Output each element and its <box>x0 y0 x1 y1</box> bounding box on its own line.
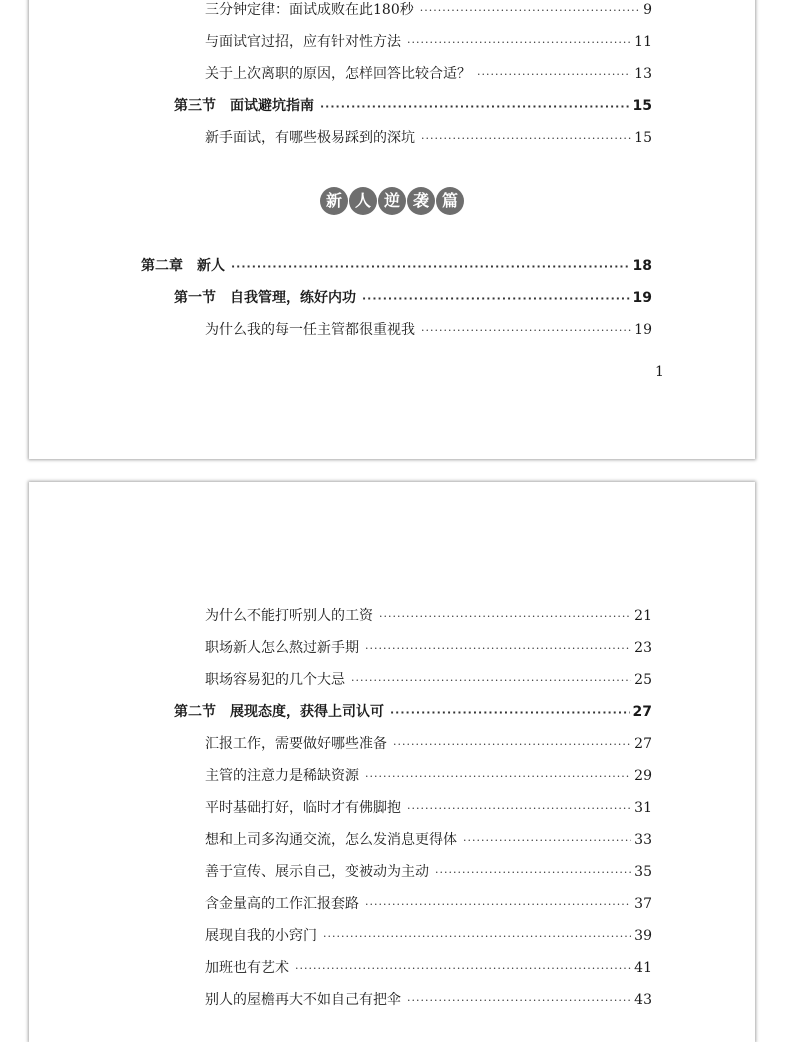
toc-leader-dots <box>477 65 631 85</box>
toc-entry-page: 27 <box>632 704 652 720</box>
toc-entry[interactable] <box>205 32 652 53</box>
toc-entry-page: 11 <box>634 34 652 50</box>
toc-entry-title: 第二章 新人 <box>141 258 225 274</box>
toc-leader-dots <box>362 289 630 309</box>
toc-entry[interactable] <box>205 926 652 947</box>
toc-entry-title: 为什么我的每一任主管都很重视我 <box>205 322 415 338</box>
book-page-lower <box>29 482 755 1042</box>
book-page-upper <box>29 0 755 459</box>
toc-leader-dots <box>463 831 631 851</box>
toc-entry-page: 19 <box>634 322 652 338</box>
toc-leader-dots <box>295 959 631 979</box>
toc-entry-page: 23 <box>634 640 652 656</box>
toc-leader-dots <box>435 863 631 883</box>
toc-entry[interactable] <box>205 670 652 691</box>
toc-entry-title: 想和上司多沟通交流，怎么发消息更得体 <box>205 832 457 848</box>
toc-entry-page: 21 <box>634 608 652 624</box>
toc-entry-title: 第一节 自我管理，练好内功 <box>174 290 356 306</box>
toc-leader-dots <box>323 927 631 947</box>
part-heading-char: 逆 <box>378 187 406 215</box>
toc-entry[interactable] <box>205 990 652 1011</box>
toc-entry-page: 9 <box>643 2 652 18</box>
toc-entry-title: 别人的屋檐再大不如自己有把伞 <box>205 992 401 1008</box>
toc-entry[interactable] <box>205 830 652 851</box>
toc-entry-title: 为什么不能打听别人的工资 <box>205 608 373 624</box>
toc-leader-dots <box>407 33 631 53</box>
toc-entry[interactable] <box>205 638 652 659</box>
toc-leader-dots <box>379 607 631 627</box>
part-heading <box>29 187 755 215</box>
toc-entry[interactable] <box>205 320 652 341</box>
toc-entry-page: 25 <box>634 672 652 688</box>
part-heading-char: 篇 <box>436 187 464 215</box>
toc-entry-title: 主管的注意力是稀缺资源 <box>205 768 359 784</box>
toc-entry[interactable] <box>205 894 652 915</box>
toc-entry-title: 平时基础打好，临时才有佛脚抱 <box>205 800 401 816</box>
toc-entry-page: 29 <box>634 768 652 784</box>
toc-leader-dots <box>393 735 631 755</box>
toc-entry-page: 41 <box>634 960 652 976</box>
toc-entry-title: 与面试官过招，应有针对性方法 <box>205 34 401 50</box>
toc-entry-page: 27 <box>634 736 652 752</box>
toc-entry[interactable] <box>205 766 652 787</box>
toc-entry-title: 展现自我的小窍门 <box>205 928 317 944</box>
toc-leader-dots <box>421 129 631 149</box>
toc-entry-page: 37 <box>634 896 652 912</box>
toc-entry-page: 13 <box>634 66 652 82</box>
toc-entry-title: 新手面试，有哪些极易踩到的深坑 <box>205 130 415 146</box>
toc-entry-page: 19 <box>632 290 652 306</box>
toc-entry-title: 第三节 面试避坑指南 <box>174 98 314 114</box>
toc-entry-title: 加班也有艺术 <box>205 960 289 976</box>
toc-entry-title: 善于宣传、展示自己，变被动为主动 <box>205 864 429 880</box>
toc-entry-page: 15 <box>632 98 652 114</box>
toc-section-entry[interactable] <box>174 288 652 309</box>
page-number: 1 <box>655 364 664 380</box>
toc-entry-title: 含金量高的工作汇报套路 <box>205 896 359 912</box>
toc-leader-dots <box>351 671 631 691</box>
toc-entry[interactable] <box>205 958 652 979</box>
toc-entry-title: 三分钟定律：面试成败在此180秒 <box>205 2 414 18</box>
toc-entry-title: 职场容易犯的几个大忌 <box>205 672 345 688</box>
toc-entry-page: 31 <box>634 800 652 816</box>
toc-section-entry[interactable] <box>174 702 652 723</box>
toc-entry-title: 汇报工作，需要做好哪些准备 <box>205 736 387 752</box>
toc-entry[interactable] <box>205 862 652 883</box>
toc-entry[interactable] <box>205 798 652 819</box>
toc-leader-dots <box>420 1 640 21</box>
toc-entry-page: 15 <box>634 130 652 146</box>
toc-leader-dots <box>320 97 630 117</box>
toc-entry[interactable] <box>205 606 652 627</box>
toc-section-entry[interactable] <box>174 96 652 117</box>
part-heading-char: 袭 <box>407 187 435 215</box>
toc-leader-dots <box>407 991 631 1011</box>
toc-leader-dots <box>365 639 631 659</box>
toc-entry-title: 关于上次离职的原因，怎样回答比较合适？ <box>205 66 471 82</box>
toc-entry[interactable] <box>205 734 652 755</box>
toc-entry-title: 第二节 展现态度，获得上司认可 <box>174 704 384 720</box>
part-heading-char: 新 <box>320 187 348 215</box>
toc-entry-page: 18 <box>632 258 652 274</box>
toc-entry[interactable] <box>205 128 652 149</box>
toc-entry-page: 43 <box>634 992 652 1008</box>
toc-leader-dots <box>421 321 631 341</box>
toc-leader-dots <box>390 703 630 723</box>
toc-chapter-entry[interactable] <box>141 256 652 277</box>
toc-entry-page: 39 <box>634 928 652 944</box>
toc-leader-dots <box>231 257 630 277</box>
toc-leader-dots <box>365 767 631 787</box>
toc-leader-dots <box>365 895 631 915</box>
toc-entry[interactable] <box>205 64 652 85</box>
part-heading-char: 人 <box>349 187 377 215</box>
toc-entry[interactable] <box>205 0 652 21</box>
toc-entry-page: 35 <box>634 864 652 880</box>
toc-entry-page: 33 <box>634 832 652 848</box>
toc-leader-dots <box>407 799 631 819</box>
toc-entry-title: 职场新人怎么熬过新手期 <box>205 640 359 656</box>
